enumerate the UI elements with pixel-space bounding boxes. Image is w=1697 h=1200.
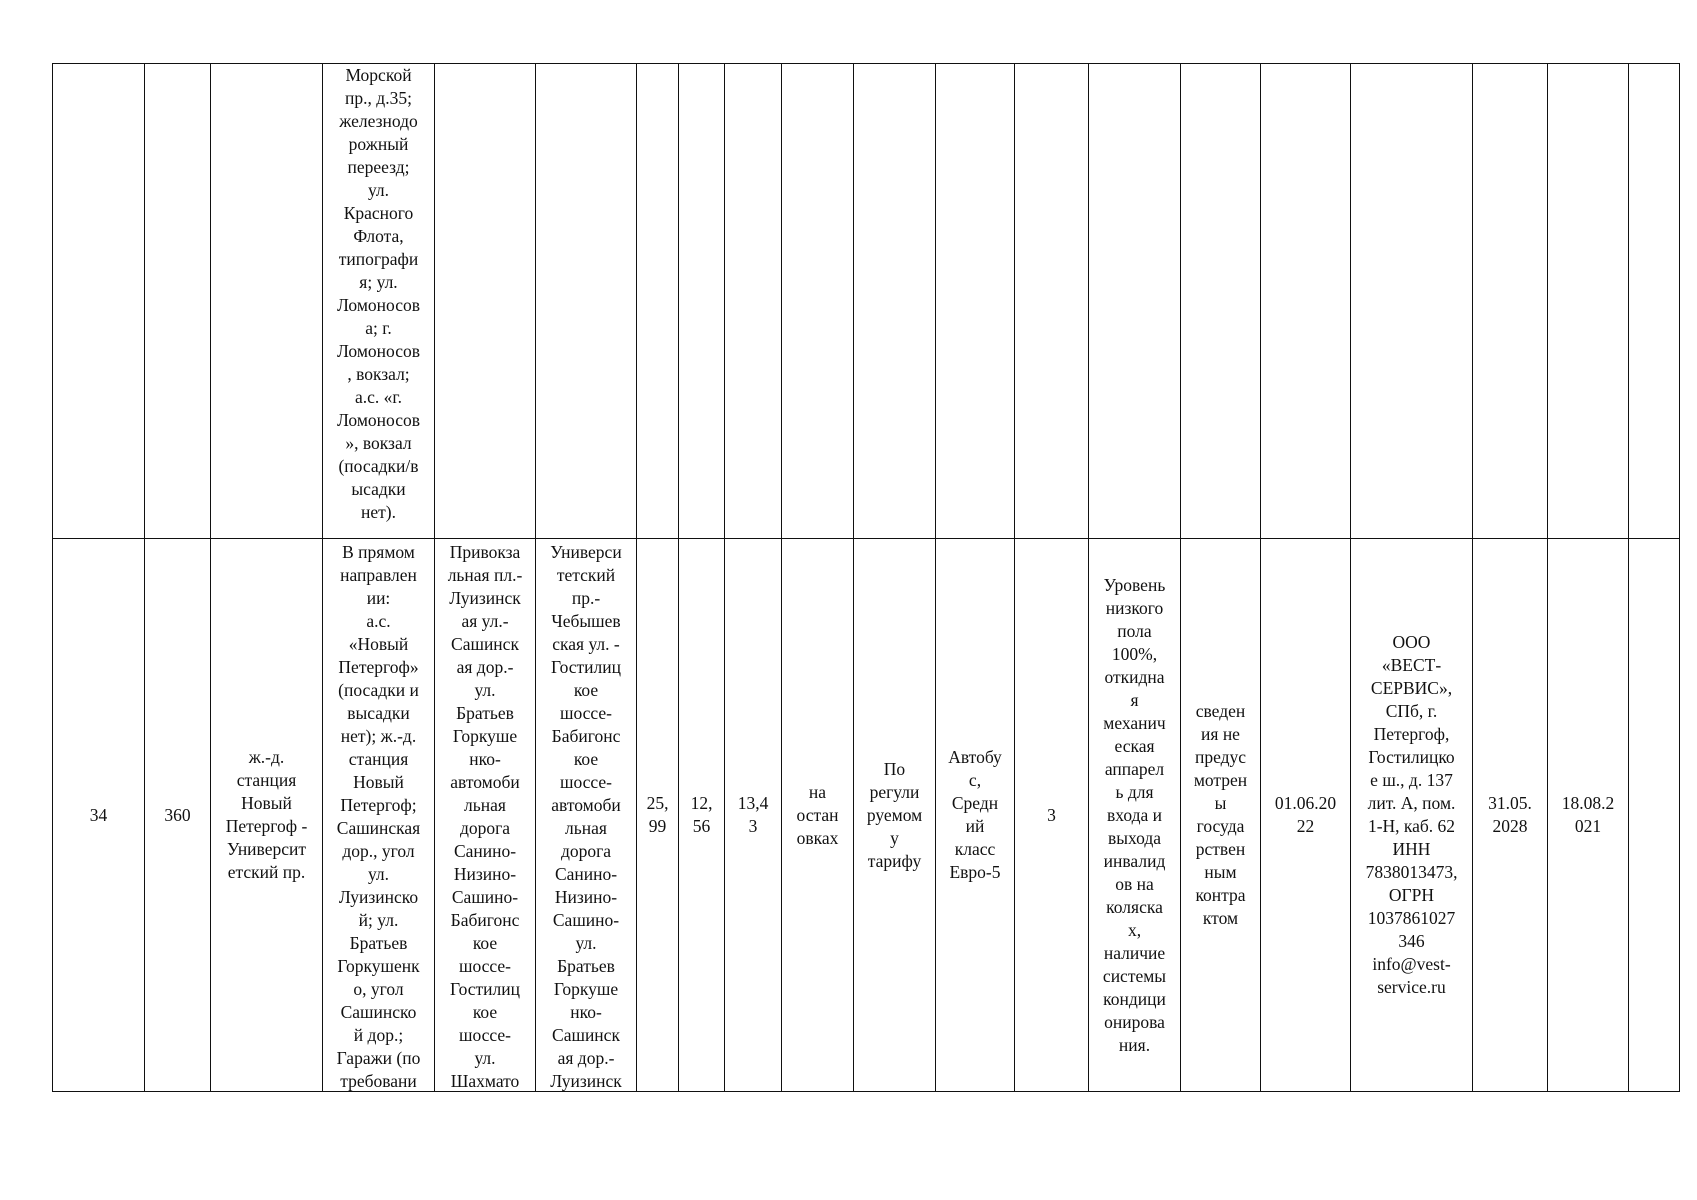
cell-number: 34 — [53, 539, 145, 1092]
cell-start-date — [1261, 64, 1351, 539]
cell-length-backward: 12, 56 — [679, 539, 725, 1092]
cell-length-third — [725, 64, 782, 539]
cell-route-no — [145, 64, 211, 539]
cell-length-forward — [637, 64, 679, 539]
cell-streets-backward — [536, 64, 637, 539]
cell-route-name: ж.-д. станция Новый Петергоф - Университ етский пр. — [211, 539, 323, 1092]
cell-contract-info: сведен ия не предус мотрен ы госуда рствен ным контра ктом — [1181, 539, 1261, 1092]
cell-end-date: 31.05. 2028 — [1473, 539, 1548, 1092]
cell-stop-order — [782, 64, 854, 539]
cell-vehicle: Автобу с, Средн ий класс Евро-5 — [936, 539, 1015, 1092]
cell-carrier — [1351, 64, 1473, 539]
cell-extra — [1629, 64, 1680, 539]
route-description-text: В прямом направлен ии: а.с. «Новый Петергоф» (посадки и высадки нет); ж.-д. станция Новый Петергоф; Сашинская дор., угол ул. Луизинско й; ул. Братьев Горкушенк о, угол Сашинско й дор.; Гаражи (по требовани — [336, 542, 421, 1091]
cell-vehicle-count: 3 — [1015, 539, 1089, 1092]
cell-route-description: Морской пр., д.35; железнодо рожный переезд; ул. Красного Флота, типографи я; ул. Ломоносов а; г. Ломоносов , вокзал; а.с. «г. Ломоносов », вокзал (посадки/в ысадки нет). — [323, 64, 435, 539]
cell-reg-date: 18.08.2 021 — [1548, 539, 1629, 1092]
cell-streets-forward — [435, 539, 536, 1092]
cell-end-date — [1473, 64, 1548, 539]
cell-reg-date — [1548, 64, 1629, 539]
cell-length-third: 13,4 3 — [725, 539, 782, 1092]
streets-backward-text: Универси тетский пр.- Чебышев ская ул. - Гостилиц кое шоссе- Бабигонс кое шоссе- автомоби льная дорога Санино- Низино- Сашино- ул. Братьев Горкуше нко- Сашинск ая дор.- Луизинск — [550, 542, 622, 1091]
cell-carrier: ООО «ВЕСТ- СЕРВИС», СПб, г. Петергоф, Гостилицко е ш., д. 137 лит. А, пом. 1-Н, каб. 62 ИНН 7838013473, ОГРН 1037861027 346 info@vest- service.ru — [1351, 539, 1473, 1092]
cell-vehicle — [936, 64, 1015, 539]
cell-route-no: 360 — [145, 539, 211, 1092]
cell-route-name — [211, 64, 323, 539]
cell-streets-backward — [536, 539, 637, 1092]
route-register-table-fragment — [52, 63, 1680, 1092]
cell-number — [53, 64, 145, 539]
table-row — [53, 64, 1680, 539]
cell-route-description — [323, 539, 435, 1092]
route-table — [52, 63, 1680, 1092]
cell-extra — [1629, 539, 1680, 1092]
cell-start-date: 01.06.20 22 — [1261, 539, 1351, 1092]
cell-vehicle-count — [1015, 64, 1089, 539]
table-row — [53, 539, 1680, 1092]
cell-tariff: По регули руемом у тарифу — [854, 539, 936, 1092]
cell-characteristics: Уровень низкого пола 100%, откидна я механич еская аппарел ь для входа и выхода инвалид ов на коляска х, наличие системы кондици онирова ния. — [1089, 539, 1181, 1092]
cell-length-forward: 25, 99 — [637, 539, 679, 1092]
streets-forward-text: Привокза льная пл.- Луизинск ая ул.- Сашинск ая дор.- ул. Братьев Горкуше нко- автомоби льная дорога Санино- Низино- Сашино- Бабигонс кое шоссе- Гостилиц кое шоссе- ул. Шахмато — [447, 542, 523, 1091]
cell-length-backward — [679, 64, 725, 539]
cell-tariff — [854, 64, 936, 539]
cell-stop-order: на остан овках — [782, 539, 854, 1092]
cell-contract-info — [1181, 64, 1261, 539]
cell-streets-forward — [435, 64, 536, 539]
cell-characteristics — [1089, 64, 1181, 539]
